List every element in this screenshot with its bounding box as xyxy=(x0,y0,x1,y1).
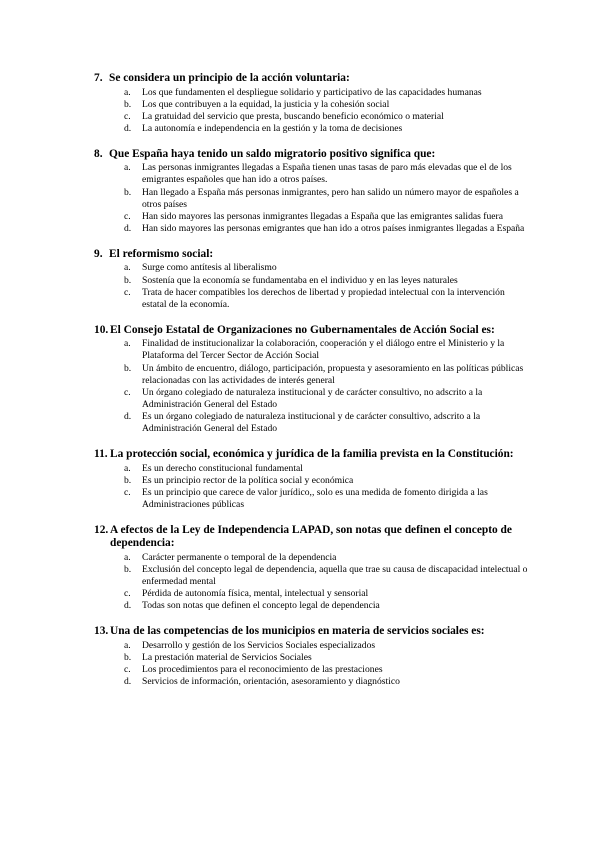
option-a xyxy=(124,262,530,274)
option-b xyxy=(124,99,530,111)
option-a xyxy=(124,640,530,652)
question-number: 11. xyxy=(94,448,108,461)
option-c xyxy=(124,287,530,311)
options-list xyxy=(94,162,530,235)
option-letter: a. xyxy=(124,262,131,274)
option-letter: c. xyxy=(124,386,131,398)
option-letter: c. xyxy=(124,110,131,122)
option-a xyxy=(124,162,530,186)
option-text: Las personas inmigrantes llegadas a España tienen unas tasas de paro más elevadas que el de los emigrantes españoles que han ido a otros países. xyxy=(142,162,512,186)
option-letter: a. xyxy=(124,338,131,350)
question-text: El Consejo Estatal de Organizaciones no Gubernamentales de Acción Social es: xyxy=(110,323,495,336)
option-letter: b. xyxy=(124,564,132,576)
option-letter: b. xyxy=(124,362,132,374)
option-c xyxy=(124,387,530,411)
option-a xyxy=(124,338,530,362)
option-letter: d. xyxy=(124,122,132,134)
question-7 xyxy=(94,72,530,135)
option-letter: a. xyxy=(124,551,131,563)
question-text: El reformismo social: xyxy=(109,247,214,260)
question-9 xyxy=(94,248,530,311)
option-text: Finalidad de institucionalizar la colaboración, cooperación y el diálogo entre el Ministerio y la Plataforma del Tercer Sector de Acción Social xyxy=(142,338,505,362)
option-letter: a. xyxy=(124,639,131,651)
option-letter: b. xyxy=(124,186,132,198)
question-13 xyxy=(94,625,530,688)
option-c xyxy=(124,487,530,511)
option-text: Pérdida de autonomía física, mental, intelectual y sensorial xyxy=(142,588,369,600)
option-text: Trata de hacer compatibles los derechos de libertad y propiedad intelectual con la intervención estatal de la economía. xyxy=(142,286,505,310)
question-title xyxy=(94,148,530,162)
question-text: Que España haya tenido un saldo migratorio positivo significa que: xyxy=(109,147,436,160)
question-title xyxy=(94,448,530,462)
question-number: 8. xyxy=(94,147,103,160)
option-c xyxy=(124,211,530,223)
option-c xyxy=(124,588,530,600)
option-d xyxy=(124,411,530,435)
option-text: Han sido mayores las personas emigrantes que han ido a otros países inmigrantes llegadas a España xyxy=(142,222,525,234)
question-title xyxy=(94,324,530,338)
question-text: Una de las competencias de los municipios en materia de servicios sociales es: xyxy=(110,625,485,638)
option-text: Exclusión del concepto legal de dependencia, aquella que trae su causa de discapacidad intelectual o enfermedad mental xyxy=(142,564,528,588)
option-text: Los que contribuyen a la equidad, la justicia y la cohesión social xyxy=(142,98,390,110)
option-text: Es un principio que carece de valor jurídico,, solo es una medida de fomento dirigida a las Administraciones públicas xyxy=(142,486,488,510)
options-list xyxy=(94,552,530,612)
option-b xyxy=(124,187,530,211)
option-b xyxy=(124,275,530,287)
option-a xyxy=(124,552,530,564)
option-b xyxy=(124,475,530,487)
question-8 xyxy=(94,148,530,235)
option-text: Todas son notas que definen el concepto legal de dependencia xyxy=(142,600,380,612)
option-text: La prestación material de Servicios Sociales xyxy=(142,652,312,663)
option-letter: b. xyxy=(124,274,132,286)
question-text: Se considera un principio de la acción voluntaria: xyxy=(109,72,350,84)
option-text: La gratuidad del servicio que presta, buscando beneficio económico o material xyxy=(142,110,444,122)
options-list xyxy=(94,338,530,435)
option-letter: a. xyxy=(124,462,131,474)
option-text: Sostenía que la economía se fundamentaba en el individuo y en las leyes naturales xyxy=(142,274,458,286)
question-number: 13. xyxy=(94,625,109,638)
question-10 xyxy=(94,324,530,435)
option-text: Es un derecho constitucional fundamental xyxy=(142,462,303,474)
option-letter: c. xyxy=(124,486,131,498)
question-title xyxy=(94,72,530,86)
option-text: Surge como antítesis al liberalismo xyxy=(142,262,277,274)
option-text: Es un principio rector de la política social y económica xyxy=(142,474,354,486)
option-c xyxy=(124,664,530,676)
option-letter: b. xyxy=(124,652,132,663)
option-letter: d. xyxy=(124,410,132,422)
question-title xyxy=(94,625,530,639)
options-list xyxy=(94,87,530,135)
option-text: Han llegado a España más personas inmigrantes, pero han salido un número mayor de españoles a otros países xyxy=(142,186,519,210)
option-a xyxy=(124,463,530,475)
option-b xyxy=(124,652,530,664)
option-letter: d. xyxy=(124,600,132,612)
option-letter: d. xyxy=(124,676,132,688)
option-text: Es un órgano colegiado de naturaleza institucional y de carácter consultivo, adscrito a la Administración General del Estado xyxy=(142,410,481,434)
question-number: 10. xyxy=(94,323,109,336)
option-c xyxy=(124,111,530,123)
question-title xyxy=(94,248,530,262)
question-number: 7. xyxy=(94,72,103,84)
option-text: Servicios de información, orientación, asesoramiento y diagnóstico xyxy=(142,676,400,688)
option-a xyxy=(124,87,530,99)
option-letter: c. xyxy=(124,664,131,676)
question-text: La protección social, económica y jurídica de la familia prevista en la Constitución: xyxy=(110,448,514,461)
option-letter: d. xyxy=(124,222,132,234)
question-11 xyxy=(94,448,530,511)
options-list xyxy=(94,463,530,511)
options-list xyxy=(94,640,530,688)
option-d xyxy=(124,676,530,688)
option-text: Un órgano colegiado de naturaleza institucional y de carácter consultivo, no adscrito a la Administración General del Estado xyxy=(142,386,483,410)
option-letter: a. xyxy=(124,86,131,98)
question-text: A efectos de la Ley de Independencia LAPAD, son notas que definen el concepto de dependencia: xyxy=(110,523,512,550)
option-b xyxy=(124,363,530,387)
option-text: Los procedimientos para el reconocimiento de las prestaciones xyxy=(142,664,383,676)
option-text: Un ámbito de encuentro, diálogo, participación, propuesta y asesoramiento en las políticas públicas relacionadas con las actividades de interés general xyxy=(142,362,524,386)
options-list xyxy=(94,262,530,310)
option-text: Desarrollo y gestión de los Servicios Sociales especializados xyxy=(142,639,376,651)
option-letter: c. xyxy=(124,210,131,222)
option-letter: c. xyxy=(124,286,131,298)
option-d xyxy=(124,600,530,612)
question-number: 12. xyxy=(94,523,109,536)
option-d xyxy=(124,223,530,235)
option-letter: a. xyxy=(124,162,131,174)
option-letter: b. xyxy=(124,474,132,486)
option-letter: b. xyxy=(124,98,132,110)
question-title xyxy=(94,524,530,551)
question-number: 9. xyxy=(94,247,103,260)
option-text: Han sido mayores las personas inmigrantes llegadas a España que las emigrantes salidas fuera xyxy=(142,210,503,222)
option-text: Los que fundamenten el despliegue solidario y participativo de las capacidades humanas xyxy=(142,86,482,98)
option-letter: c. xyxy=(124,588,131,600)
option-text: Carácter permanente o temporal de la dependencia xyxy=(142,551,337,563)
option-d xyxy=(124,123,530,135)
option-b xyxy=(124,564,530,588)
option-text: La autonomía e independencia en la gestión y la toma de decisiones xyxy=(142,122,403,134)
question-12 xyxy=(94,524,530,612)
